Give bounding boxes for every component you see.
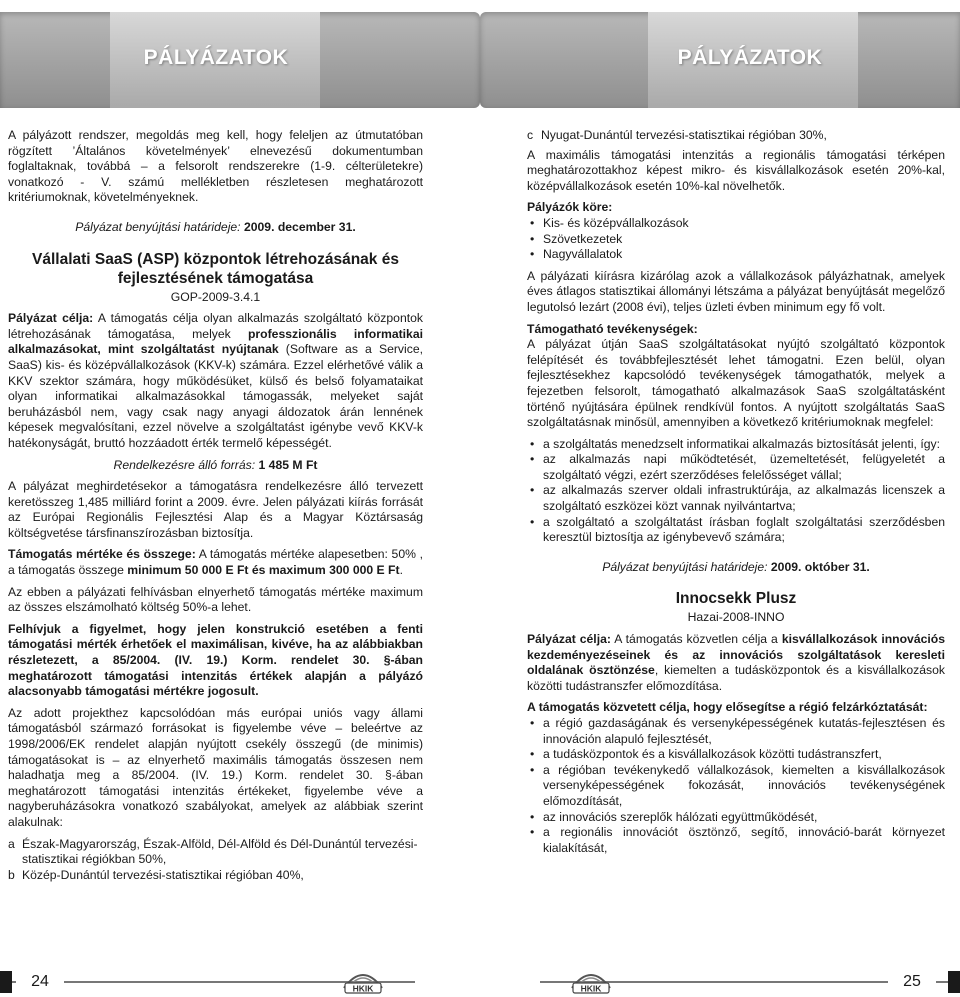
- amount-label: Támogatás mértéke és összege:: [8, 547, 196, 562]
- section-code-saas: GOP-2009-3.4.1: [170, 289, 261, 304]
- criteria-item: • a szolgáltatás menedzselt informatikai alkalmazás biztosítását jelenti, így:: [527, 437, 945, 453]
- funds-value: 1 485 M Ft: [258, 457, 318, 472]
- section-title-innocsekk: Innocsekk Plusz: [675, 590, 797, 608]
- indirect-item: • a régióban tevékenykedő vállalkozások, kiemelten a kisvállalkozások versenyképességének fokozását, innovációs tevékenységének előmozdítását,: [527, 763, 945, 810]
- hkik-logo-icon: [566, 966, 616, 996]
- aim-label: Pályázat célja:: [8, 311, 94, 326]
- section-code-innocsekk: Hazai-2008-INNO: [687, 610, 785, 625]
- indirect-item: • a regionális innovációt ösztönző, segítő, innováció-barát környezet kialakítását,: [527, 825, 945, 856]
- amount-paragraph: [8, 547, 423, 578]
- amount-end: .: [399, 563, 403, 578]
- hkik-logo-text: HKIK: [352, 983, 374, 994]
- applicant-item: • Szövetkezetek: [527, 232, 945, 248]
- criteria-item: • a szolgáltató a szolgáltatást írásban foglalt szolgáltatási szerződésben keresztül biztosítja az igénybevevő számára;: [527, 515, 945, 546]
- region-list-continued: [527, 128, 945, 144]
- budget-paragraph: A pályázat meghirdetésekor a támogatásra rendelkezésre álló tervezett keretösszeg 1,485 milliárd forint a 2009. évre. Jelen pályázati kiírás forrását az Európai Regionális Fejlesztési Alap és a Magyar Köztársaság költségvetése társfinanszírozásban biztosítja.: [8, 479, 423, 540]
- activity-label: Támogatható tevékenységek:: [527, 321, 698, 336]
- indirect-item: • a régió gazdaságának és versenyképességének kutatás-fejlesztésen és innováción alapuló fejlesztését,: [527, 716, 945, 747]
- right-page: [480, 0, 960, 997]
- region-letter: c: [527, 128, 534, 142]
- section-title-saas: Vállalati SaaS (ASP) központok létrehozásának és fejlesztésének támogatása: [32, 250, 399, 287]
- corner-block-left: [0, 971, 12, 993]
- region-list: [8, 837, 423, 884]
- corner-block-right: [948, 971, 960, 993]
- page-number-right: 25: [888, 971, 936, 993]
- deadline-right: [527, 560, 945, 576]
- applicants-list: [527, 216, 945, 263]
- criteria-list: [527, 437, 945, 546]
- intro-paragraph: A pályázott rendszer, megoldás meg kell, hogy feleljen az útmutatóban rögzített ’Általános követelmények’ elnevezésű dokumentumban foglaltaknak, továbbá – a felsorolt rendszerekre (1-9. célterületekre) vonatkozó - V. számú mellékletben részletesen meghatározott kritériumoknak, követelményeknek.: [8, 128, 423, 205]
- aim-text-1: A támogatás közvetlen célja a: [614, 632, 778, 647]
- derived-paragraph: Az adott projekthez kapcsolódóan más európai uniós vagy állami támogatásból származó forrásokat is figyelembe véve – beleértve az 1998/2006/EK rendelet alapján nyújtott csekély összegű (de minimis) támogatásokat is – az elnyerhető maximális támogatás összesen nem haladhatja meg a 85/2004. (IV. 19.) Korm. rendelet 30. §-ában meghatározott támogatási intenzitás értékeket, figyelembe véve a nagyberuházásokra vonatkozó szabályokat, amelyek az alábbiak szerint alakulnak:: [8, 705, 423, 829]
- right-content: [527, 128, 945, 862]
- max-intensity-paragraph: A maximális támogatási intenzitás a regionális támogatási térképen meghatározottakhoz képest mikro- és kisvállalkozások esetén 20%-kal, középvállalkozások esetén 10%-kal növelhetők.: [527, 147, 945, 193]
- indirect-item: • az innovációs szereplők hálózati együttműködését,: [527, 810, 945, 826]
- eligibility-paragraph: A pályázati kiírásra kizárólag azok a vállalkozások pályázhatnak, amelyek éves átlagos statisztikai állományi létszáma a pályázat benyújtását megelőző legutolsó lezárt (2008 évi), teljes üzleti évben minimum egy fő volt.: [527, 268, 945, 314]
- header-title-right: PÁLYÁZATOK: [677, 46, 823, 69]
- aim-text-2: (Software as a Service, SaaS) kis- és középvállalkozások (KKV-k) számára. Ezzel elérhetővé válik a KKV szektor számára, hogy működésüket, külső és belső folyamataikat olyan informatikai alkalmazásokkal támogassák, melyeket saját beruházásból nem, vagy csak nagy anyagi áldozatok árán lennének képesek megvalósítani, ezzel növelve a szolgáltatást igénybe vevő KKV-k hatékonyságát, bruttó hozzáadott érték termelő képességét.: [8, 342, 423, 450]
- deadline-value: 2009. október 31.: [770, 559, 870, 574]
- region-item: [8, 837, 423, 868]
- funds-label: Rendelkezésre álló forrás:: [113, 457, 256, 472]
- region-letter: a: [8, 836, 15, 851]
- deadline-label: Pályázat benyújtási határideje:: [75, 219, 241, 234]
- region-letter: b: [8, 867, 15, 882]
- criteria-item: • az alkalmazás napi működtetését, üzemeltetését, felügyeletét a szolgáltató végzi, ezért szerződéses felelősséget vállal;: [527, 452, 945, 483]
- aim-text-1: A támogatás célja olyan alkalmazás szolgáltató központok létrehozásának támogatása, melyek: [8, 311, 423, 341]
- deadline-value: 2009. december 31.: [243, 219, 356, 234]
- hkik-logo-text: HKIK: [580, 983, 602, 994]
- applicants-label: Pályázók köre:: [527, 200, 613, 215]
- region-text: Közép-Dunántúl tervezési-statisztikai régióban 40%,: [22, 867, 304, 882]
- region-text: Észak-Magyarország, Észak-Alföld, Dél-Alföld és Dél-Dunántúl tervezési-statisztikai régiókban 50%,: [22, 836, 418, 867]
- aim-paragraph-right: [527, 632, 945, 694]
- hkik-logo-icon: [338, 966, 388, 996]
- indirect-item: • a tudásközpontok és a kisvállalkozások közötti tudástranszfert,: [527, 747, 945, 763]
- indirect-label: A támogatás közvetett célja, hogy elősegítse a régió felzárkóztatását:: [527, 700, 928, 715]
- region-item: [527, 128, 945, 144]
- region-text: Nyugat-Dunántúl tervezési-statisztikai régióban 30%,: [541, 128, 827, 142]
- deadline-label: Pályázat benyújtási határideje:: [602, 559, 768, 574]
- activity-paragraph: A pályázat útján SaaS szolgáltatásokat nyújtó szolgáltató központok felépítését és továbbfejlesztését lehet támogatni. Ezen belül, olyan fejlesztésekhez kapcsolódó tevékenységek támogathatók, melyek a fejezetben felsorolt, támogatható alkalmazások SaaS szolgáltatásként történő nyújtására épülnek rendkívül fontos. A nyújtott szolgáltatás SaaS szolgáltatásnak minősül, amennyiben a következő kritériumoknak megfelel:: [527, 337, 945, 430]
- page-number-left: 24: [16, 971, 64, 993]
- aim-paragraph: [8, 311, 423, 451]
- aim-label: Pályázat célja:: [527, 632, 611, 647]
- applicant-item: • Nagyvállalatok: [527, 247, 945, 263]
- funds-line: [8, 458, 423, 474]
- aim-bold: kisvállalkozások innovációs kezdeményezéseinek és az innovációs szolgáltatások keresleti oldalának ösztönzése: [527, 632, 945, 678]
- header-title-left: PÁLYÁZATOK: [143, 46, 289, 69]
- applicant-item: • Kis- és középvállalkozások: [527, 216, 945, 232]
- indirect-list: [527, 716, 945, 856]
- region-item: [8, 868, 423, 884]
- amount-text: A támogatás mértéke alapesetben: 50% , a támogatás összege: [8, 547, 423, 578]
- criteria-item: • az alkalmazás szerver oldali infrastruktúrája, az alkalmazás licenszek a szolgáltató eszközei közt vannak nyilvántartva;: [527, 483, 945, 514]
- left-content: [8, 128, 423, 887]
- aim-text-2: , kiemelten a tudásközpontok és a kisvállalkozások közötti tudástranszfer előmozdítása.: [527, 663, 946, 693]
- aim-bold: professzionális informatikai alkalmazásokat, mint szolgáltatást nyújtanak: [8, 326, 423, 357]
- attention-paragraph: Felhívjuk a figyelmet, hogy jelen konstrukció esetében a fenti támogatási mérték érhetőek el maximálisan, kivéve, ha az alábbiakban részletezett, a 85/2004. (IV. 19.) Korm. rendelet 30. §-ában meghatározott támogatási intenzitás értékek alapján a pályázó alacsonyabb támogatási mértékre jogosult.: [8, 621, 423, 699]
- max-paragraph: Az ebben a pályázati felhívásban elnyerhető támogatás mértéke maximum az összes elszámolható költség 50%-a lehet.: [8, 584, 423, 615]
- amount-bold: minimum 50 000 E Ft és maximum 300 000 E Ft: [127, 563, 400, 578]
- deadline-left: [8, 220, 423, 236]
